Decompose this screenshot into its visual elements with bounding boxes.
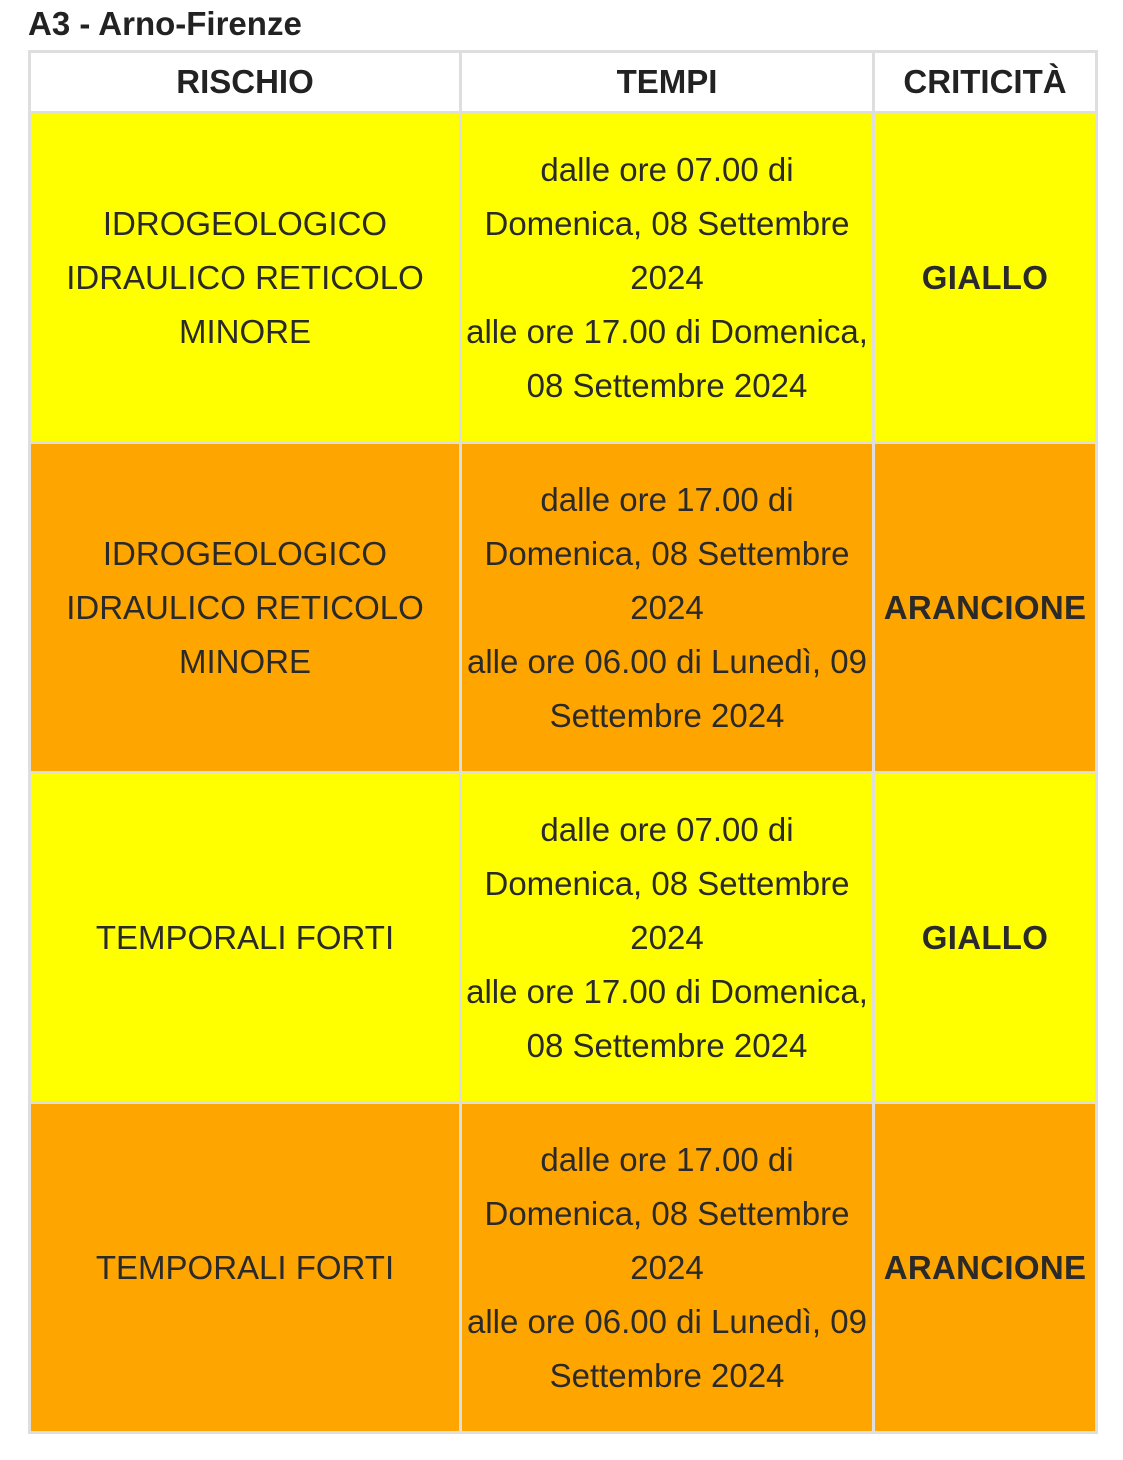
rischio-cell <box>30 773 461 1103</box>
tempi-to: alle ore 06.00 di Lunedì, 09 Settembre 2024 <box>467 642 867 734</box>
tempi-to: alle ore 17.00 di Domenica, 08 Settembre 2024 <box>466 312 868 404</box>
header-rischio: RISCHIO <box>30 52 461 113</box>
tempi-from: dalle ore 17.00 di Domenica, 08 Settembre 2024 <box>484 1140 850 1286</box>
table-body <box>30 113 1097 1433</box>
tempi-from: dalle ore 07.00 di Domenica, 08 Settembre 2024 <box>484 150 850 296</box>
criticita-cell: GIALLO <box>874 113 1097 443</box>
tempi-cell <box>461 443 874 773</box>
tempi-to: alle ore 06.00 di Lunedì, 09 Settembre 2024 <box>467 1302 867 1394</box>
tempi-to: alle ore 17.00 di Domenica, 08 Settembre 2024 <box>466 972 868 1064</box>
rischio-text: IDROGEOLOGICO IDRAULICO RETICOLO MINORE <box>66 204 424 350</box>
table-header <box>30 52 1097 113</box>
header-row <box>30 52 1097 113</box>
page-title: A3 - Arno-Firenze <box>28 5 302 42</box>
criticita-cell: ARANCIONE <box>874 1103 1097 1433</box>
alert-table <box>28 50 1098 1434</box>
criticita-cell: ARANCIONE <box>874 443 1097 773</box>
rischio-text: TEMPORALI FORTI <box>95 918 395 956</box>
table-row <box>30 443 1097 773</box>
tempi-from: dalle ore 07.00 di Domenica, 08 Settembre 2024 <box>484 810 850 956</box>
table-row <box>30 773 1097 1103</box>
rischio-cell <box>30 113 461 443</box>
tempi-cell <box>461 113 874 443</box>
header-criticita: CRITICITÀ <box>874 52 1097 113</box>
rischio-text: IDROGEOLOGICO IDRAULICO RETICOLO MINORE <box>66 534 424 680</box>
rischio-text: TEMPORALI FORTI <box>95 1248 395 1286</box>
header-tempi: TEMPI <box>461 52 874 113</box>
table-row <box>30 113 1097 443</box>
rischio-cell <box>30 443 461 773</box>
table-row <box>30 1103 1097 1433</box>
criticita-cell: GIALLO <box>874 773 1097 1103</box>
tempi-cell <box>461 773 874 1103</box>
tempi-cell <box>461 1103 874 1433</box>
rischio-cell <box>30 1103 461 1433</box>
tempi-from: dalle ore 17.00 di Domenica, 08 Settembre 2024 <box>484 480 850 626</box>
